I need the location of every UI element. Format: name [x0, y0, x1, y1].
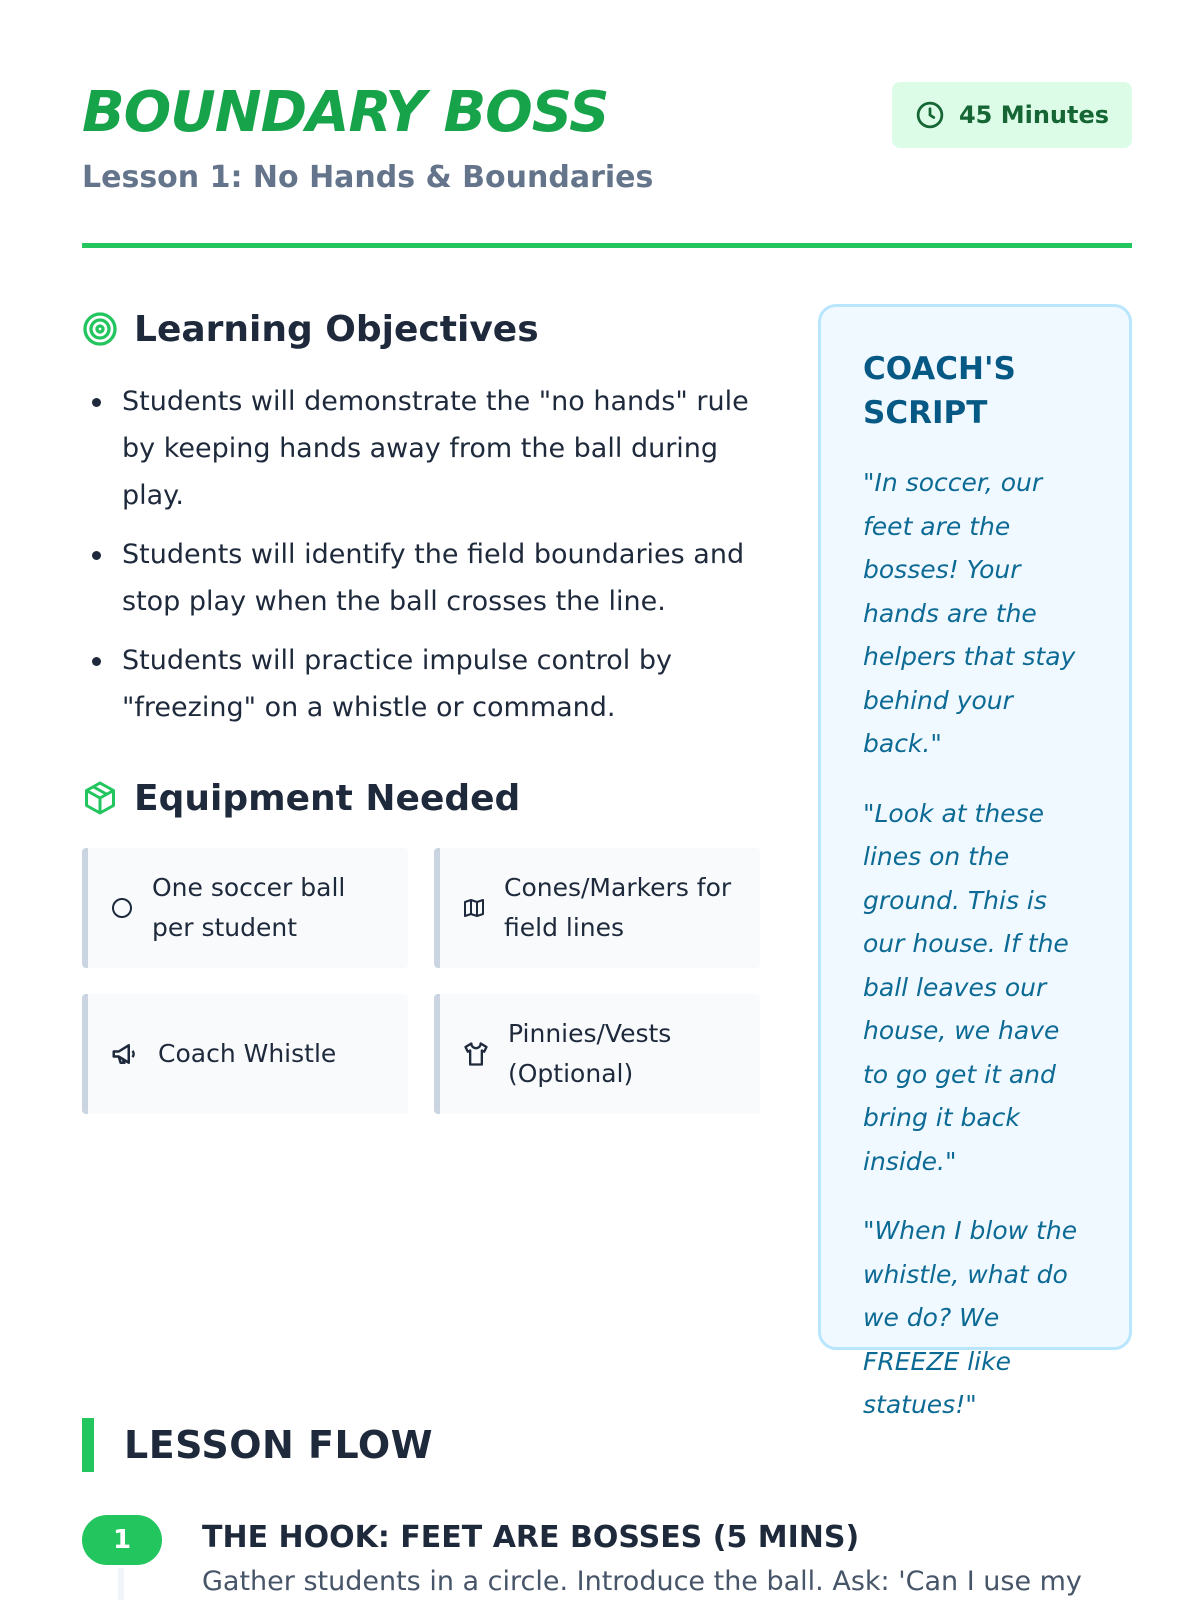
shirt-icon [462, 1040, 490, 1068]
map-icon [462, 896, 486, 920]
step-number-badge: 1 [82, 1515, 162, 1565]
flow-accent-bar [82, 1418, 94, 1472]
equipment-title: Equipment Needed [134, 777, 521, 819]
circle-icon [110, 896, 134, 920]
lesson-flow-heading [82, 1418, 433, 1472]
flow-title: LESSON FLOW [124, 1423, 434, 1467]
equipment-label: Pinnies/Vests (Optional) [508, 1019, 672, 1088]
equipment-label: Coach Whistle [158, 1039, 337, 1068]
list-item: Students will demonstrate the "no hands" rule by keeping hands away from the ball during play. [82, 378, 762, 519]
equipment-heading [82, 775, 520, 821]
duration-label: 45 Minutes [958, 101, 1110, 129]
lesson-header [82, 78, 1132, 248]
script-title: COACH'S SCRIPT [863, 351, 1016, 431]
page-title: BOUNDARY BOSS [82, 80, 609, 145]
clock-icon [915, 100, 945, 130]
equipment-item [82, 848, 408, 968]
step-title: THE HOOK: FEET ARE BOSSES (5 MINS) [202, 1520, 860, 1555]
objectives-heading [82, 306, 539, 352]
script-quote: "When I blow the whistle, what do we do? We FREEZE like statues!" [863, 1216, 1078, 1419]
equipment-item [82, 994, 408, 1114]
list-item: Students will identify the field boundaries and stop play when the ball crosses the line. [82, 531, 762, 625]
step-description: Gather students in a circle. Introduce the ball. Ask: 'Can I use my [202, 1566, 1082, 1597]
equipment-item [434, 848, 760, 968]
step-connector [118, 1568, 124, 1600]
duration-badge [892, 82, 1132, 148]
coach-script-panel [818, 304, 1132, 1419]
megaphone-icon [110, 1039, 140, 1069]
objectives-title: Learning Objectives [134, 308, 539, 350]
target-icon [82, 311, 118, 347]
package-icon [82, 780, 118, 816]
equipment-label: One soccer ball per student [152, 873, 346, 942]
objectives-list [82, 378, 762, 743]
equipment-item [434, 994, 760, 1114]
script-quote: "Look at these lines on the ground. This is our house. If the ball leaves our house, we have to go get it and bring it back inside." [863, 798, 1069, 1176]
script-quote: "In soccer, our feet are the bosses! Your hands are the helpers that stay behind your back." [863, 468, 1076, 758]
lesson-subtitle: Lesson 1: No Hands & Boundaries [82, 160, 654, 195]
equipment-grid [82, 848, 762, 1116]
list-item: Students will practice impulse control by "freezing" on a whistle or command. [82, 637, 762, 731]
equipment-label: Cones/Markers for field lines [504, 873, 732, 942]
header-divider [82, 243, 1132, 248]
